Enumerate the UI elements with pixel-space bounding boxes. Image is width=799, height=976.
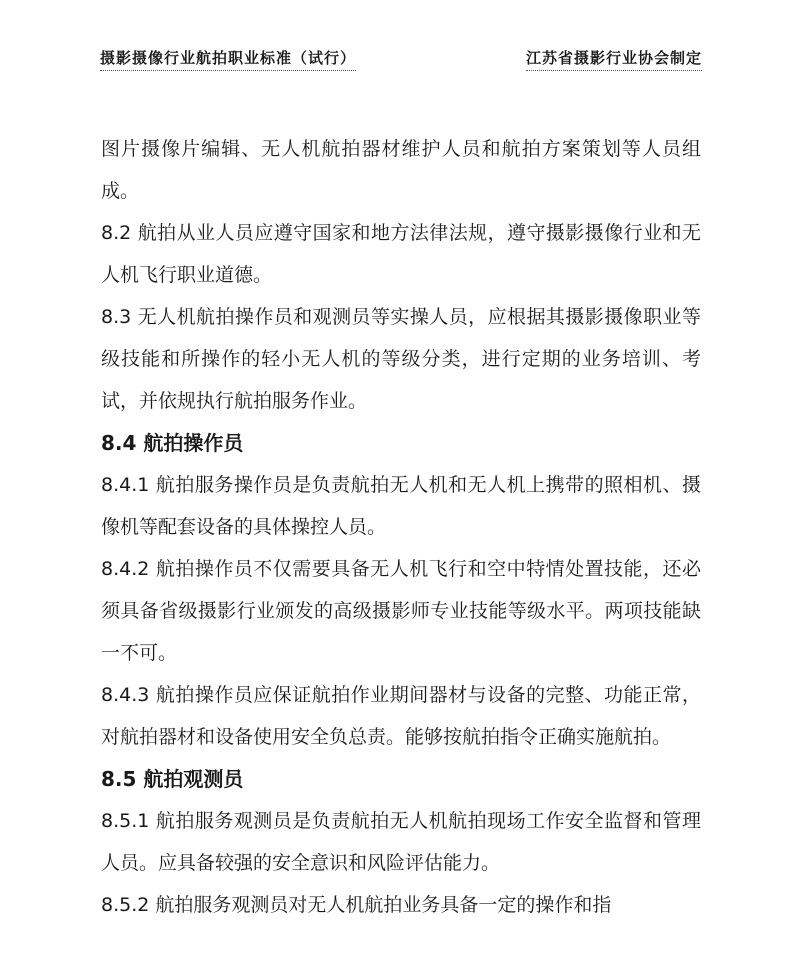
document-body <box>101 128 701 926</box>
paragraph-8-4-3: 8.4.3 航拍操作员应保证航拍作业期间器材与设备的完整、功能正常，对航拍器材和设备使用安全负总责。能够按航拍指令正确实施航拍。 <box>101 684 701 748</box>
page-header <box>100 47 702 71</box>
header-organization: 江苏省摄影行业协会制定 <box>526 47 702 71</box>
header-title: 摄影摄像行业航拍职业标准（试行） <box>100 47 356 71</box>
section-heading-8-4: 8.4 航拍操作员 <box>101 431 244 455</box>
paragraph-8-4-2: 8.4.2 航拍操作员不仅需要具备无人机飞行和空中特情处置技能，还必须具备省级摄影行业颁发的高级摄影师专业技能等级水平。两项技能缺一不可。 <box>101 558 701 664</box>
paragraph-continued: 图片摄像片编辑、无人机航拍器材维护人员和航拍方案策划等人员组成。 <box>101 138 701 202</box>
paragraph-8-4-1: 8.4.1 航拍服务操作员是负责航拍无人机和无人机上携带的照相机、摄像机等配套设备的具体操控人员。 <box>101 474 701 538</box>
paragraph-8-5-2: 8.5.2 航拍服务观测员对无人机航拍业务具备一定的操作和指 <box>101 894 612 916</box>
section-heading-8-5: 8.5 航拍观测员 <box>101 767 244 791</box>
paragraph-8-3: 8.3 无人机航拍操作员和观测员等实操人员，应根据其摄影摄像职业等级技能和所操作的轻小无人机的等级分类，进行定期的业务培训、考试，并依规执行航拍服务作业。 <box>101 306 701 412</box>
paragraph-8-2: 8.2 航拍从业人员应遵守国家和地方法律法规，遵守摄影摄像行业和无人机飞行职业道德。 <box>101 222 701 286</box>
paragraph-8-5-1: 8.5.1 航拍服务观测员是负责航拍无人机航拍现场工作安全监督和管理人员。应具备较强的安全意识和风险评估能力。 <box>101 810 701 874</box>
